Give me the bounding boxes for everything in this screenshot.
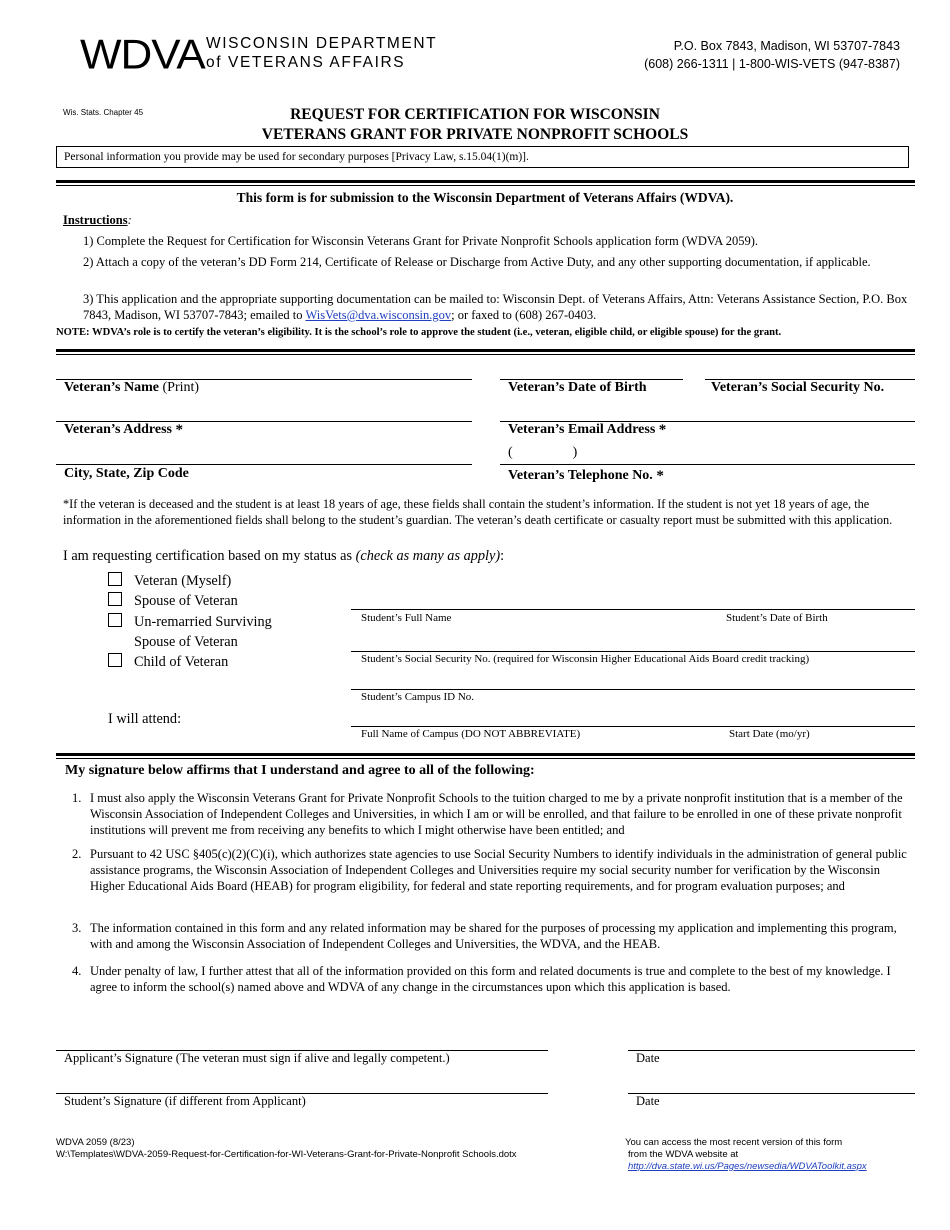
applicant-signature-field[interactable]: Applicant’s Signature (The veteran must sign if alive and legally competent.) [64,1051,450,1065]
submission-subtitle: This form is for submission to the Wisconsin Department of Veterans Affairs (WDVA). [236,190,734,205]
applicant-date-field[interactable]: Date [636,1051,660,1065]
city-state-zip-field[interactable]: City, State, Zip Code [64,466,189,481]
will-attend-label: I will attend: [108,711,182,727]
student-date-line [628,1093,915,1094]
wdva-logo-text [206,34,437,72]
veteran-email-field[interactable]: Veteran’s Email Address * [508,422,667,438]
veteran-address-field[interactable]: Veteran’s Address * [64,422,183,438]
checkbox[interactable] [108,572,122,586]
privacy-notice: Personal information you provide may be used for secondary purposes [Privacy Law, s.15.04(1)(m)]. [56,146,909,168]
student-campus-id-field[interactable]: Student’s Campus ID No. [361,691,475,703]
phone-area-code[interactable]: ( ) [508,445,578,460]
affirmation-item-4: 4. Under penalty of law, I further attest that all of the information provided on this form and related documents is true and complete to the best of my knowledge. I agree to inform the school(s) named above and WDVA of any change in the circumstances upon which this application is based. [72,964,891,994]
logo-line-1: WISCONSIN DEPARTMENT [206,35,438,52]
affirmation-item-1: 1. I must also apply the Wisconsin Veterans Grant for Private Nonprofit Schools to the tuition charged to me by a private nonprofit institution that is a member of the Wisconsin Association of Independent Colleges and Universities, in which I am or will be enrolled, and that failure to be enrolled in one of these private nonprofit institutions will prevent me from receiving any benefits to which I might otherwise have been entitled; and [72,791,903,837]
status-surviving-spouse-option[interactable]: Un-remarried Surviving Spouse of Veteran [108,612,272,652]
start-date-field[interactable]: Start Date (mo/yr) [729,728,810,740]
student-dob-field[interactable]: Student’s Date of Birth [726,612,828,624]
title-line-1: REQUEST FOR CERTIFICATION FOR WISCONSIN [290,106,660,123]
wisvets-email-link[interactable]: WisVets@dva.wisconsin.gov [305,308,452,322]
wdva-logo-mark: WDVA [80,31,205,78]
veteran-phone-field[interactable]: Veteran’s Telephone No. * [508,468,664,484]
instructions-heading: Instructions: [63,213,132,227]
wdva-toolkit-link[interactable]: http://dva.state.wi.us/Pages/newsedia/WDVAToolkit.aspx [628,1161,867,1172]
affirmation-heading: My signature below affirms that I understand and agree to all of the following: [65,763,535,778]
applicant-date-line [628,1050,915,1051]
template-path: W:\Templates\WDVA-2059-Request-for-Certification-for-WI-Veterans-Grant-for-Private-Nonprofit Schools.dotx [56,1149,517,1160]
veteran-dob-field[interactable]: Veteran’s Date of Birth [508,380,647,395]
checkbox[interactable] [108,613,122,627]
veteran-name-field[interactable]: Veteran’s Name (Print) [64,380,200,395]
student-ssn-line [351,651,915,652]
affirmation-item-2: 2. Pursuant to 42 USC §405(c)(2)(C)(i), which authorizes state agencies to use Social Security Numbers to identify individuals in the administration of general public assistance programs, the Wisconsin Association of Independent Colleges and Universities require my social security number for verification by the Wisconsin Higher Educational Aids Board (HEAB) for program eligibility, for federal and state reporting requirements, and for program evaluation purposes; and [72,847,907,893]
student-signature-field[interactable]: Student’s Signature (if different from Applicant) [64,1094,306,1108]
wdva-role-note: NOTE: WDVA’s role is to certify the veteran’s eligibility. It is the school’s role to approve the student (i.e., veteran, eligible child, or eligible spouse) for the grant. [56,327,782,338]
form-footer-id [56,1137,517,1161]
student-ssn-field[interactable]: Student’s Social Security No. (required for Wisconsin Higher Educational Aids Board credit tracking) [361,653,810,665]
divider [56,354,915,355]
divider [56,758,915,759]
affirmation-item-3: 3. The information contained in this form and any related information may be shared for the purposes of processing my application and implementing this program, with and among the Wisconsin Association of Independent Colleges and Universities, the WDVA, and the HEAB. [72,921,897,951]
logo-line-2: of VETERANS AFFAIRS [206,54,406,71]
divider [56,180,915,183]
campus-name-line [351,726,915,727]
instruction-step-2: 2) Attach a copy of the veteran’s DD Form 214, Certificate of Release or Discharge from Active Duty, and any other supporting documentation, if applicable. [83,255,871,269]
agency-address [644,37,900,73]
form-title [0,105,950,145]
student-date-field[interactable]: Date [636,1094,660,1108]
divider [56,753,915,756]
instruction-step-1: 1) Complete the Request for Certification for Wisconsin Veterans Grant for Private Nonprofit Schools application form (WDVA 2059). [83,234,759,248]
instruction-step-3: 3) This application and the appropriate supporting documentation can be mailed to: Wisconsin Dept. of Veterans Affairs, Attn: Veterans Assistance Section, P.O. Box 7843, Madison, WI 53707-7843; emailed to WisVets@dva.wisconsin.gov; or faxed to (608) 267-0403. [83,292,908,322]
address-line-2: (608) 266-1311 | 1-800-WIS-VETS (947-8387) [644,57,900,71]
divider [56,349,915,352]
city-state-zip-line [56,464,472,465]
veteran-ssn-field[interactable]: Veteran’s Social Security No. [711,380,885,395]
veteran-phone-line [500,464,915,465]
status-prompt: I am requesting certification based on my status as (check as many as apply): [63,548,505,564]
student-name-line [351,609,915,610]
statute-reference: Wis. Stats. Chapter 45 [63,108,144,117]
status-child-option[interactable]: Child of Veteran [108,652,228,672]
address-line-1: P.O. Box 7843, Madison, WI 53707-7843 [673,39,900,53]
status-spouse-option[interactable]: Spouse of Veteran [108,591,238,611]
access-text-2: from the WDVA website at [628,1149,739,1160]
checkbox[interactable] [108,653,122,667]
student-full-name-field[interactable]: Student’s Full Name [361,612,452,624]
form-number: WDVA 2059 (8/23) [56,1137,135,1148]
deceased-veteran-note: *If the veteran is deceased and the student is at least 18 years of age, these fields shall contain the student’s information. If the student is not yet 18 years of age, the information in the aforementioned fields shall belong to the student’s guardian. The veteran’s death certificate or casualty report must be submitted with this application. [63,497,893,527]
divider [56,185,915,186]
campus-name-field[interactable]: Full Name of Campus (DO NOT ABBREVIATE) [361,728,581,740]
status-veteran-option[interactable]: Veteran (Myself) [108,571,231,591]
title-line-2: VETERANS GRANT FOR PRIVATE NONPROFIT SCHOOLS [261,126,689,143]
form-footer-access [625,1137,867,1173]
checkbox[interactable] [108,592,122,606]
student-campus-id-line [351,689,915,690]
access-text-1: You can access the most recent version of this form [625,1137,843,1148]
